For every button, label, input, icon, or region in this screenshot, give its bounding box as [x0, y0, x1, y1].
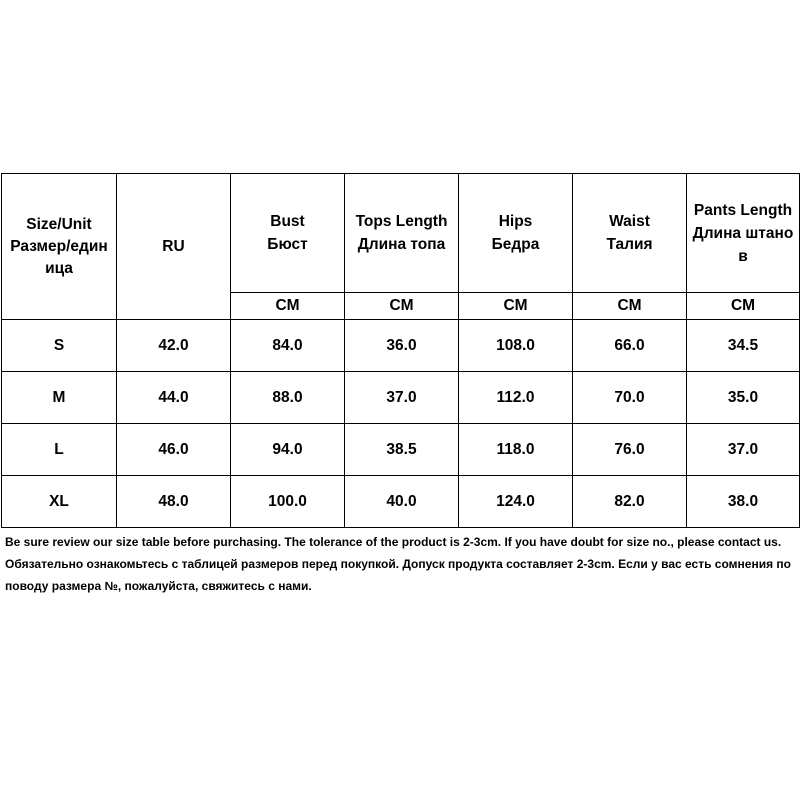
size-cell: XL	[2, 476, 117, 528]
header-hips	[459, 174, 573, 293]
header-waist	[573, 174, 687, 293]
table-row	[2, 320, 800, 372]
table-row	[2, 476, 800, 528]
unit-cell: CM	[687, 293, 800, 320]
waist-cell: 76.0	[573, 424, 687, 476]
bust-cell: 100.0	[231, 476, 345, 528]
pants-length-cell: 35.0	[687, 372, 800, 424]
header-pants-length	[687, 174, 800, 293]
header-waist-en: Waist	[609, 213, 650, 230]
unit-cell: CM	[345, 293, 459, 320]
tops-length-cell: 36.0	[345, 320, 459, 372]
header-tops-length	[345, 174, 459, 293]
ru-cell: 48.0	[117, 476, 231, 528]
pants-length-cell: 37.0	[687, 424, 800, 476]
header-hips-ru: Бедра	[491, 236, 540, 253]
size-cell: S	[2, 320, 117, 372]
size-cell: M	[2, 372, 117, 424]
unit-cell: CM	[573, 293, 687, 320]
bust-cell: 94.0	[231, 424, 345, 476]
ru-cell: 44.0	[117, 372, 231, 424]
header-bust-ru: Бюст	[267, 236, 308, 253]
unit-cell: CM	[459, 293, 573, 320]
size-cell: L	[2, 424, 117, 476]
hips-cell: 108.0	[459, 320, 573, 372]
ru-cell: 42.0	[117, 320, 231, 372]
size-note-en: Be sure review our size table before purchasing. The tolerance of the product is 2-3cm. If you have doubt for size no., please contact us.	[5, 535, 782, 549]
size-chart-table	[1, 173, 800, 528]
waist-cell: 82.0	[573, 476, 687, 528]
unit-cell: CM	[231, 293, 345, 320]
header-hips-en: Hips	[498, 213, 533, 230]
pants-length-cell: 38.0	[687, 476, 800, 528]
header-size-unit-en: Size/Unit	[26, 215, 92, 233]
size-note-ru: Обязательно ознакомьтесь с таблицей размеров перед покупкой. Допуск продукта составляет 2-3cm. Если у вас есть сомнения по поводу размера №, пожалуйста, свяжитесь с нами.	[5, 557, 791, 593]
header-waist-ru: Талия	[606, 236, 653, 253]
header-bust	[231, 174, 345, 293]
size-note	[5, 531, 800, 597]
header-size-unit	[2, 174, 117, 320]
tops-length-cell: 40.0	[345, 476, 459, 528]
hips-cell: 112.0	[459, 372, 573, 424]
tops-length-cell: 38.5	[345, 424, 459, 476]
header-tops-length-en: Tops Length	[355, 213, 448, 230]
header-pants-length-ru: Длина штано в	[692, 224, 794, 265]
hips-cell: 124.0	[459, 476, 573, 528]
tops-length-cell: 37.0	[345, 372, 459, 424]
bust-cell: 88.0	[231, 372, 345, 424]
header-ru	[117, 174, 231, 320]
waist-cell: 66.0	[573, 320, 687, 372]
hips-cell: 118.0	[459, 424, 573, 476]
header-ru-label: RU	[162, 237, 185, 255]
ru-cell: 46.0	[117, 424, 231, 476]
table-row	[2, 372, 800, 424]
header-tops-length-ru: Длина топа	[357, 236, 446, 253]
waist-cell: 70.0	[573, 372, 687, 424]
pants-length-cell: 34.5	[687, 320, 800, 372]
header-bust-en: Bust	[270, 213, 305, 230]
header-pants-length-en: Pants Length	[693, 201, 793, 219]
table-row	[2, 424, 800, 476]
header-size-unit-ru: Размер/един ица	[10, 237, 108, 277]
header-row	[2, 174, 800, 293]
bust-cell: 84.0	[231, 320, 345, 372]
